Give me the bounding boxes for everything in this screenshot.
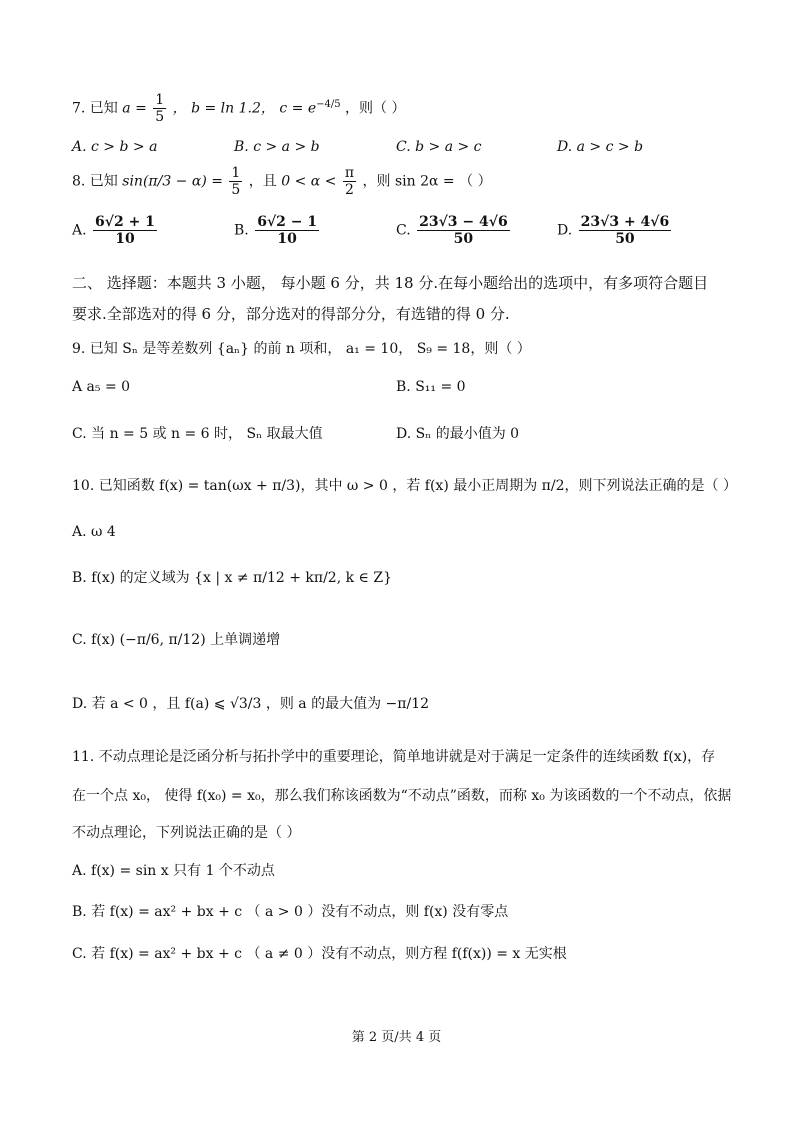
q7-end: ，则（ ） — [345, 100, 406, 117]
q10-option-c: C. f(x) (−π/6, π/12) 上单调递增 — [72, 632, 281, 648]
q8-option-d: D. $\frac{23√3 + 4√6}{50}$ — [557, 214, 670, 247]
q8-mid: ，且 — [248, 173, 277, 190]
q7-option-d: D. a > c > b — [557, 139, 644, 155]
q10-option-d: D. 若 a < 0 ，且 f(a) ⩽ √3/3 ，则 a 的最大值为 −π/12 — [72, 696, 430, 712]
q11-line2: 在一个点 x₀， 使得 f(x₀) = x₀，那么我们称该函数为“不动点”函数，而称 x₀ 为该函数的一个不动点，依据 — [72, 788, 732, 804]
q9-option-d: D. Sₙ 的最小值为 0 — [396, 426, 520, 442]
q10-stem: 10. 已知函数 f(x) = tan(ωx + π/3)，其中 ω > 0 ，若 f(x) 最小正周期为 π/2，则下列说法正确的是（ ） — [72, 478, 737, 494]
q9-stem: 9. 已知 Sₙ 是等差数列 {aₙ} 的前 n 项和， a₁ = 10， S₉ = 18，则（ ） — [72, 341, 531, 357]
q7-a-eq: a = — [122, 100, 147, 117]
q7-stem — [72, 92, 406, 126]
section2-line1: 二、 选择题：本题共 3 小题， 每小题 6 分，共 18 分.在每小题给出的选项中，有多项符合题目 — [72, 274, 709, 292]
q8-stem — [72, 165, 492, 199]
q8-range: 0 < α < — [281, 173, 337, 190]
q9-option-b: B. S₁₁ = 0 — [396, 379, 466, 395]
q7-prefix: 7. 已知 — [72, 100, 118, 117]
q7-c-exp: −4/5 — [316, 98, 341, 110]
q11-option-a: A. f(x) = sin x 只有 1 个不动点 — [72, 863, 275, 879]
q7-option-c: C. b > a > c — [396, 139, 482, 155]
q8-option-b: B. $\frac{6√2 - 1}{10}$ — [234, 214, 318, 247]
page-footer: 第 2 页/共 4 页 — [351, 1030, 442, 1045]
q7-option-b: B. c > a > b — [234, 139, 320, 155]
q7-b-eq: ， b = ln 1.2， — [172, 100, 275, 117]
q11-line3: 不动点理论，下列说法正确的是（ ） — [72, 825, 301, 841]
q9-option-c: C. 当 n = 5 或 n = 6 时， Sₙ 取最大值 — [72, 426, 323, 442]
q8-end: ，则 sin 2α = （ ） — [362, 173, 492, 190]
q8-sin: sin(π/3 − α) = — [122, 173, 223, 190]
q10-option-a: A. ω 4 — [72, 524, 116, 540]
q7-option-a: A. c > b > a — [72, 139, 158, 155]
q8-pi2-frac: $\frac{\pi}{2}$ — [344, 165, 355, 198]
q9-option-a: A a₅ = 0 — [72, 379, 131, 395]
section2-line2: 要求.全部选对的得 6 分，部分选对的得部分分，有选错的得 0 分. — [72, 305, 510, 323]
q8-prefix: 8. 已知 — [72, 173, 118, 190]
q8-option-a: A. $\frac{6√2 + 1}{10}$ — [72, 214, 155, 247]
q7-c-eq: c = e — [279, 100, 317, 117]
q11-option-b: B. 若 f(x) = ax² + bx + c （ a > 0 ）没有不动点，则 f(x) 没有零点 — [72, 904, 509, 920]
q10-option-b: B. f(x) 的定义域为 {x | x ≠ π/12 + kπ/2, k ∈ Z} — [72, 570, 392, 586]
q8-r-frac: $\frac{1}{5}$ — [231, 165, 241, 198]
q7-a-frac: $\frac{1}{5}$ — [155, 92, 165, 125]
q11-option-c: C. 若 f(x) = ax² + bx + c （ a ≠ 0 ）没有不动点，则方程 f(f(x)) = x 无实根 — [72, 946, 567, 962]
q11-line1: 11. 不动点理论是泛函分析与拓扑学中的重要理论，简单地讲就是对于满足一定条件的连续函数 f(x)，存 — [72, 749, 716, 765]
q8-option-c: C. $\frac{23√3 - 4√6}{50}$ — [396, 214, 508, 247]
